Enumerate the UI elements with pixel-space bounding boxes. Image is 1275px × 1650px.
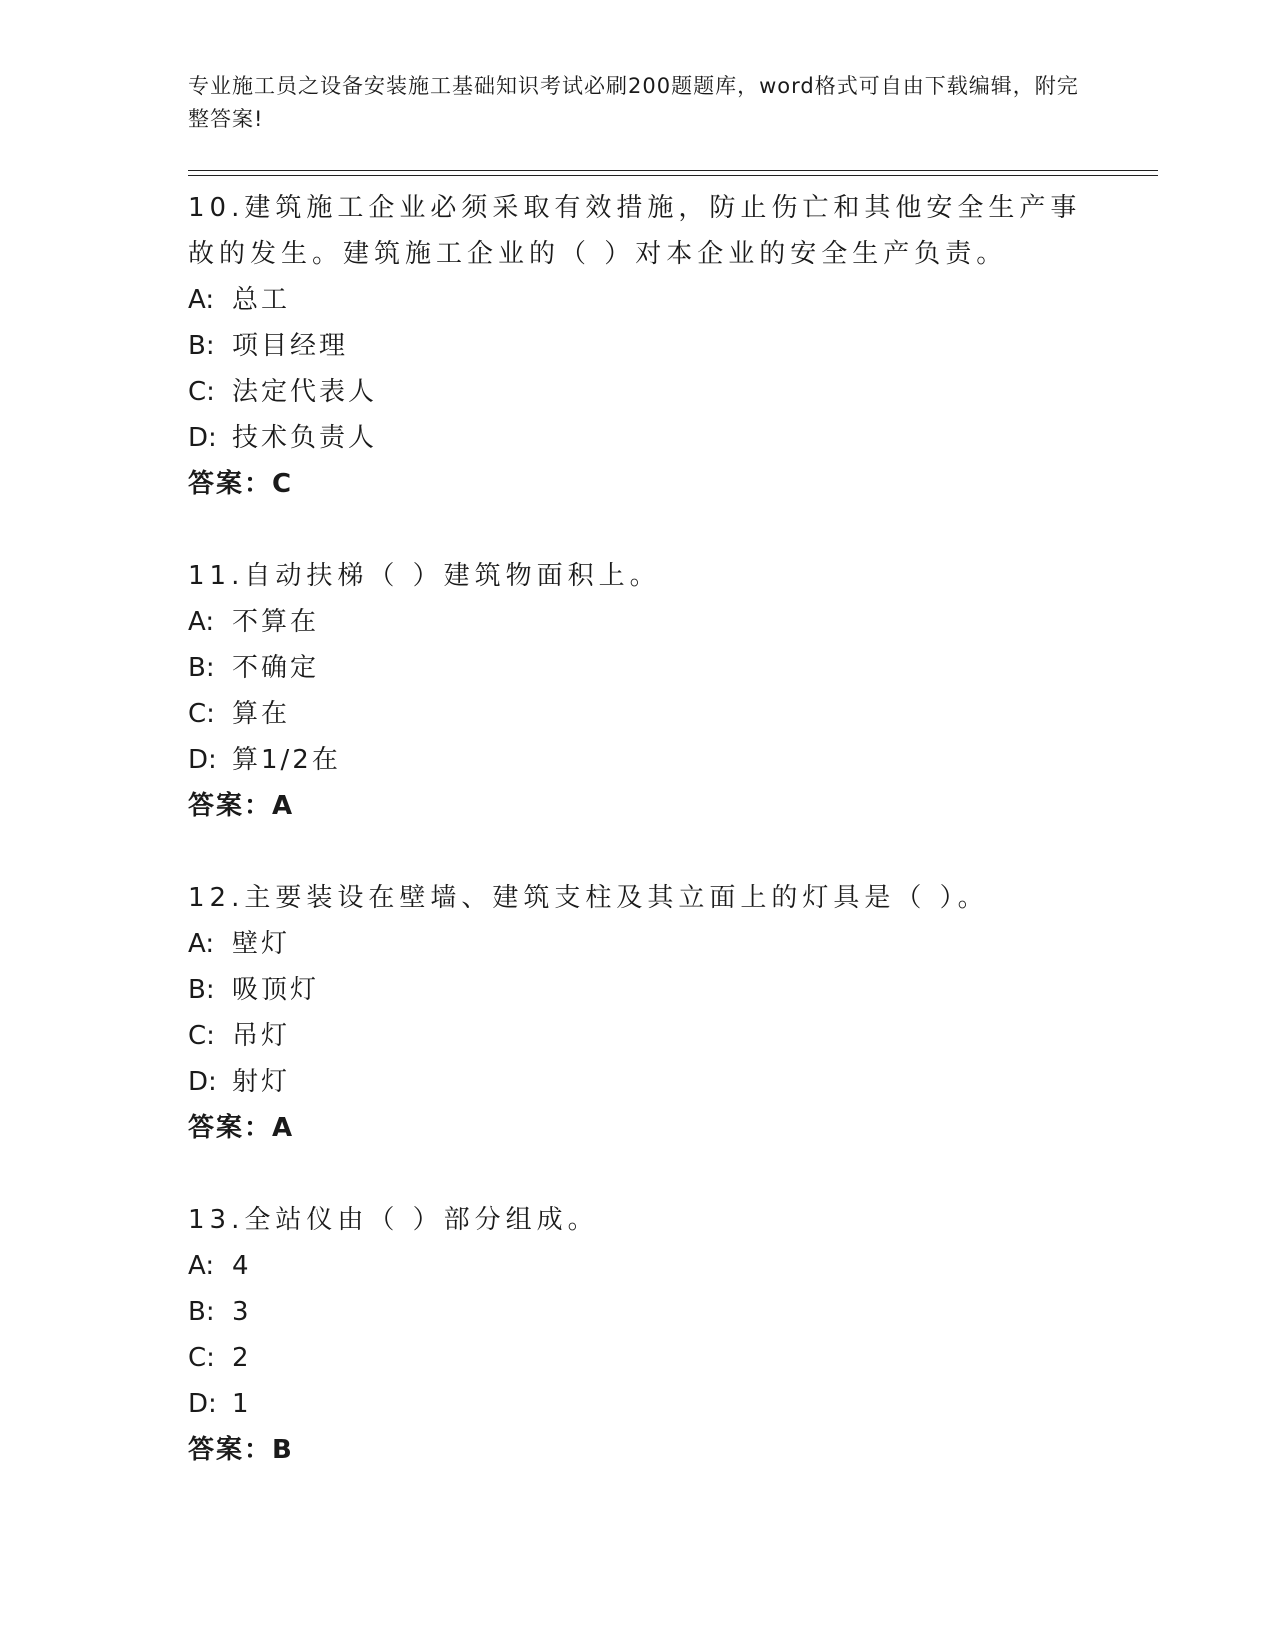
option-text: 吸顶灯 bbox=[232, 975, 320, 1005]
option-b bbox=[188, 1289, 1158, 1335]
option-c bbox=[188, 691, 1158, 737]
option-letter: B: bbox=[188, 653, 215, 683]
option-d bbox=[188, 1059, 1158, 1105]
option-a bbox=[188, 599, 1158, 645]
option-a bbox=[188, 1243, 1158, 1289]
option-c bbox=[188, 369, 1158, 415]
option-letter: B: bbox=[188, 1297, 215, 1327]
option-letter: D: bbox=[188, 1067, 217, 1097]
option-letter: A: bbox=[188, 285, 215, 315]
question-13 bbox=[188, 1197, 1158, 1473]
option-text: 不算在 bbox=[232, 607, 320, 637]
option-d bbox=[188, 1381, 1158, 1427]
option-letter: A: bbox=[188, 929, 215, 959]
answer-label: 答案：A bbox=[188, 1113, 295, 1143]
option-b bbox=[188, 645, 1158, 691]
option-b bbox=[188, 323, 1158, 369]
option-text: 不确定 bbox=[232, 653, 320, 683]
answer-label: 答案：A bbox=[188, 791, 295, 821]
header-divider bbox=[188, 170, 1158, 176]
option-text: 算在 bbox=[232, 699, 291, 729]
option-letter: D: bbox=[188, 423, 217, 453]
question-list bbox=[188, 185, 1158, 1473]
option-text: 1 bbox=[232, 1389, 252, 1419]
option-c bbox=[188, 1013, 1158, 1059]
option-text: 3 bbox=[232, 1297, 252, 1327]
option-letter: D: bbox=[188, 745, 217, 775]
document-page bbox=[188, 70, 1158, 1519]
question-11 bbox=[188, 553, 1158, 829]
option-text: 法定代表人 bbox=[232, 377, 378, 407]
option-b bbox=[188, 967, 1158, 1013]
option-letter: B: bbox=[188, 975, 215, 1005]
option-text: 2 bbox=[232, 1343, 252, 1373]
option-letter: C: bbox=[188, 1343, 215, 1373]
option-letter: C: bbox=[188, 377, 215, 407]
option-text: 4 bbox=[232, 1251, 252, 1281]
option-text: 射灯 bbox=[232, 1067, 291, 1097]
question-text: 11.自动扶梯（ ）建筑物面积上。 bbox=[188, 561, 661, 591]
option-text: 项目经理 bbox=[232, 331, 349, 361]
option-letter: B: bbox=[188, 331, 215, 361]
option-text: 算1/2在 bbox=[232, 745, 341, 775]
question-10 bbox=[188, 185, 1158, 507]
question-12 bbox=[188, 875, 1158, 1151]
question-text: 13.全站仪由（ ）部分组成。 bbox=[188, 1205, 599, 1235]
document-header: 专业施工员之设备安装施工基础知识考试必刷200题题库，word格式可自由下载编辑，附完整答案! bbox=[188, 74, 1079, 131]
question-text: 12.主要装设在壁墙、建筑支柱及其立面上的灯具是（ ）。 bbox=[188, 883, 989, 913]
option-text: 吊灯 bbox=[232, 1021, 291, 1051]
option-letter: A: bbox=[188, 607, 215, 637]
answer-label: 答案：B bbox=[188, 1435, 294, 1465]
option-d bbox=[188, 737, 1158, 783]
option-letter: A: bbox=[188, 1251, 215, 1281]
option-text: 总工 bbox=[232, 285, 291, 315]
option-letter: C: bbox=[188, 699, 215, 729]
option-letter: C: bbox=[188, 1021, 215, 1051]
option-text: 壁灯 bbox=[232, 929, 291, 959]
option-letter: D: bbox=[188, 1389, 217, 1419]
option-a bbox=[188, 277, 1158, 323]
option-text: 技术负责人 bbox=[232, 423, 378, 453]
option-c bbox=[188, 1335, 1158, 1381]
answer-label: 答案：C bbox=[188, 469, 294, 499]
option-d bbox=[188, 415, 1158, 461]
option-a bbox=[188, 921, 1158, 967]
question-text: 10.建筑施工企业必须采取有效措施，防止伤亡和其他安全生产事故的发生。建筑施工企业的（ ）对本企业的安全生产负责。 bbox=[188, 193, 1082, 269]
